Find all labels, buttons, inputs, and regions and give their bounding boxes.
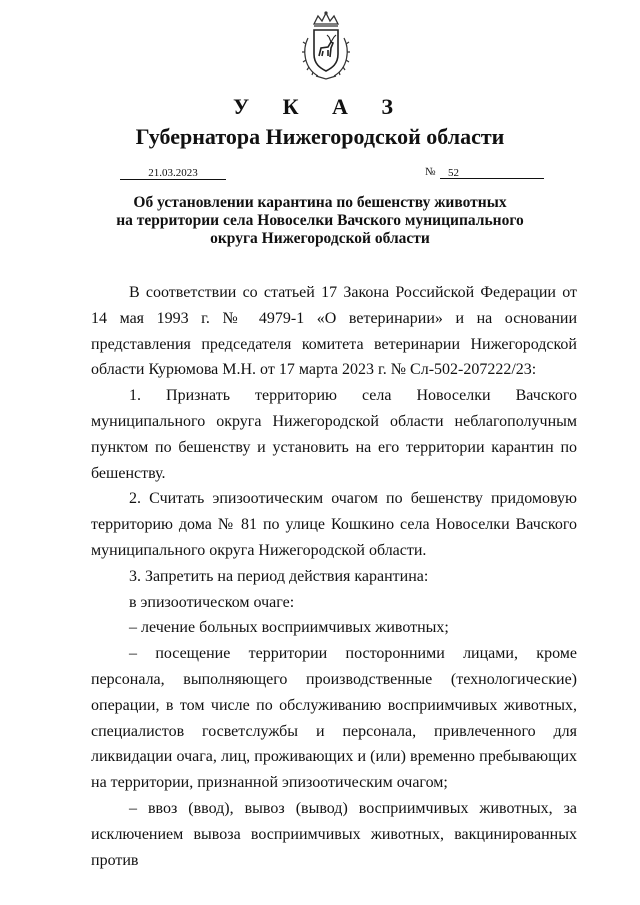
decree-issuer: Губернатора Нижегородской области (135, 124, 505, 149)
item-1-paragraph: 1. Признать территорию села Новоселки Вачского муниципального округа Нижегородской области неблагополучным пунктом по бешенству и установить на его территории карантин по бешенству. (91, 387, 577, 482)
heading-line: округа Нижегородской области (210, 230, 430, 247)
decree-number: 52 (440, 167, 544, 179)
decree-heading (90, 194, 550, 248)
decree-date: 21.03.2023 (120, 167, 226, 180)
dash-item-1: – лечение больных восприимчивых животных; (129, 619, 449, 637)
nizhny-novgorod-coat-of-arms-emblem (300, 10, 352, 82)
number-sign: № (425, 166, 436, 178)
item-3-paragraph: 3. Запретить на период действия карантина: (129, 567, 429, 585)
heading-line: Об установлении карантина по бешенству животных (133, 194, 507, 211)
sub-heading-paragraph: в эпизоотическом очаге: (129, 593, 295, 611)
decree-body (91, 280, 577, 873)
dash-item-2: – посещение территории посторонними лицами, кроме персонала, выполняющего производственные (технологические) операции, в том числе по обслуживанию восприимчивых животных, специалистов госветслужбы и персонала, привлеченного для ликвидации очага, лиц, проживающих и (или) временно пребывающих на территории, признанной эпизоотическим очагом; (91, 645, 577, 792)
item-2-paragraph: 2. Считать эпизоотическим очагом по бешенству придомовую территорию дома № 81 по улице Кошкино села Новоселки Вачского муниципального округа Нижегородской области. (91, 490, 577, 559)
decree-title: У К А З (232, 94, 408, 119)
heading-line: на территории села Новоселки Вачского муниципального (116, 212, 524, 229)
dash-item-3: – ввоз (ввод), вывоз (вывод) восприимчивых животных, за исключением вывоза восприимчивых животных, вакцинированных против (91, 799, 577, 869)
intro-paragraph: В соответствии со статьей 17 Закона Российской Федерации от 14 мая 1993 г. № 4979-1 «О ветеринарии» и на основании представления председателя комитета ветеринарии Нижегородской области Курюмова М.Н. от 17 марта 2023 г. № Сл-502-207222/23: (91, 284, 577, 379)
